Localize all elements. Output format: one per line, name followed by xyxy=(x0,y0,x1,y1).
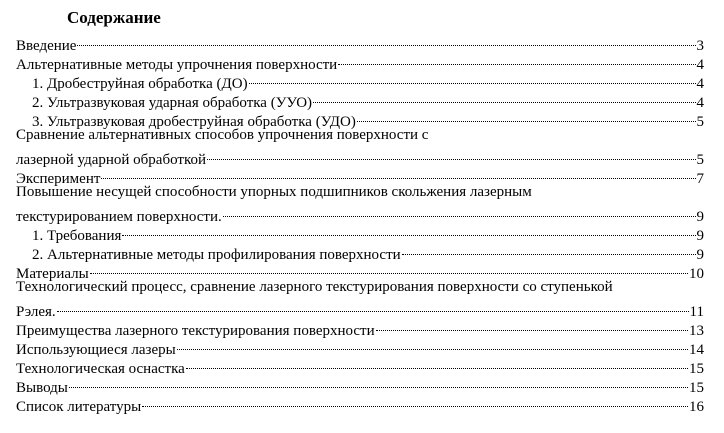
toc-entry-label: Эксперимент xyxy=(16,171,101,187)
toc-entry-alternative-methods[interactable] xyxy=(16,50,704,73)
dot-leader xyxy=(357,107,696,126)
toc-entry-materials[interactable] xyxy=(16,259,704,282)
dot-leader xyxy=(57,297,689,316)
dot-leader xyxy=(376,316,688,335)
dot-leader xyxy=(142,392,688,411)
toc-entry-experiment[interactable] xyxy=(16,164,704,187)
toc-entry-introduction[interactable] xyxy=(16,31,704,54)
toc-entry-label: Материалы xyxy=(16,266,89,282)
dot-leader xyxy=(90,259,688,278)
toc-entry-page: 4 xyxy=(696,76,704,92)
toc-entry-advantages[interactable] xyxy=(16,316,704,339)
toc-entry-page: 15 xyxy=(689,361,704,377)
dot-leader xyxy=(207,145,695,164)
toc-entry-label-line2: лазерной ударной обработкой xyxy=(16,152,207,168)
toc-entry-page: 4 xyxy=(696,57,704,73)
toc-entry-bearing-capacity[interactable] xyxy=(16,183,704,225)
toc-entry-label-line2: текстурированием поверхности. xyxy=(16,209,222,225)
toc-entry-label-line1: Технологический процесс, сравнение лазерного текстурирования поверхности со ступенькой xyxy=(16,279,613,295)
toc-entry-page: 13 xyxy=(689,323,704,339)
toc-entry-label: 2. Ультразвуковая ударная обработка (УУО) xyxy=(32,95,313,111)
toc-entry-label: 3. Ультразвуковая дробеструйная обработка (УДО) xyxy=(32,114,356,130)
toc-entry-label-line1: Сравнение альтернативных способов упрочнения поверхности с xyxy=(16,127,429,143)
toc-entry-label: Преимущества лазерного текстурирования поверхности xyxy=(16,323,375,339)
toc-entry-label: Использующиеся лазеры xyxy=(16,342,176,358)
toc-entry-comparison[interactable] xyxy=(16,126,704,168)
toc-entry-page: 14 xyxy=(689,342,704,358)
toc-entry-label: 1. Дробеструйная обработка (ДО) xyxy=(32,76,248,92)
toc-entry-label: 1. Требования xyxy=(32,228,122,244)
dot-leader xyxy=(177,335,688,354)
dot-leader xyxy=(223,202,696,221)
toc-entry-label: 2. Альтернативные методы профилирования поверхности xyxy=(32,247,401,263)
toc-entry-label: Список литературы xyxy=(16,399,142,415)
dot-leader xyxy=(249,69,696,88)
toc-entry-label: Выводы xyxy=(16,380,68,396)
toc-entry-page: 5 xyxy=(696,114,704,130)
dot-leader xyxy=(313,88,695,107)
toc-entry-page: 9 xyxy=(696,209,704,225)
toc-entry-page: 16 xyxy=(689,399,704,415)
dot-leader xyxy=(77,31,695,50)
dot-leader xyxy=(69,373,688,392)
toc-entry-page: 10 xyxy=(689,266,704,282)
toc-entry-page: 15 xyxy=(689,380,704,396)
dot-leader xyxy=(186,354,688,373)
dot-leader xyxy=(101,164,695,183)
toc-entry-references[interactable] xyxy=(16,392,704,415)
toc-entry-label: Технологическая оснастка xyxy=(16,361,185,377)
dot-leader xyxy=(122,221,695,240)
toc-entry-label-line1: Повышение несущей способности упорных подшипников скольжения лазерным xyxy=(16,184,532,200)
toc-entry-page: 4 xyxy=(696,95,704,111)
toc-entry-page: 9 xyxy=(696,228,704,244)
toc-entry-page: 9 xyxy=(696,247,704,263)
dot-leader xyxy=(402,240,696,259)
toc-title: Содержание xyxy=(67,8,161,27)
toc-entry-page: 5 xyxy=(696,152,704,168)
dot-leader xyxy=(338,50,695,69)
toc-entry-label: Альтернативные методы упрочнения поверхности xyxy=(16,57,338,73)
toc-entry-page: 7 xyxy=(696,171,704,187)
toc-entry-conclusions[interactable] xyxy=(16,373,704,396)
toc-entry-page: 11 xyxy=(689,304,704,320)
toc-entry-page: 3 xyxy=(696,38,704,54)
toc-entry-label-line2: Рэлея. xyxy=(16,304,56,320)
toc-entry-label: Введение xyxy=(16,38,77,54)
table-of-contents xyxy=(16,31,704,415)
toc-entry-process[interactable] xyxy=(16,278,704,320)
